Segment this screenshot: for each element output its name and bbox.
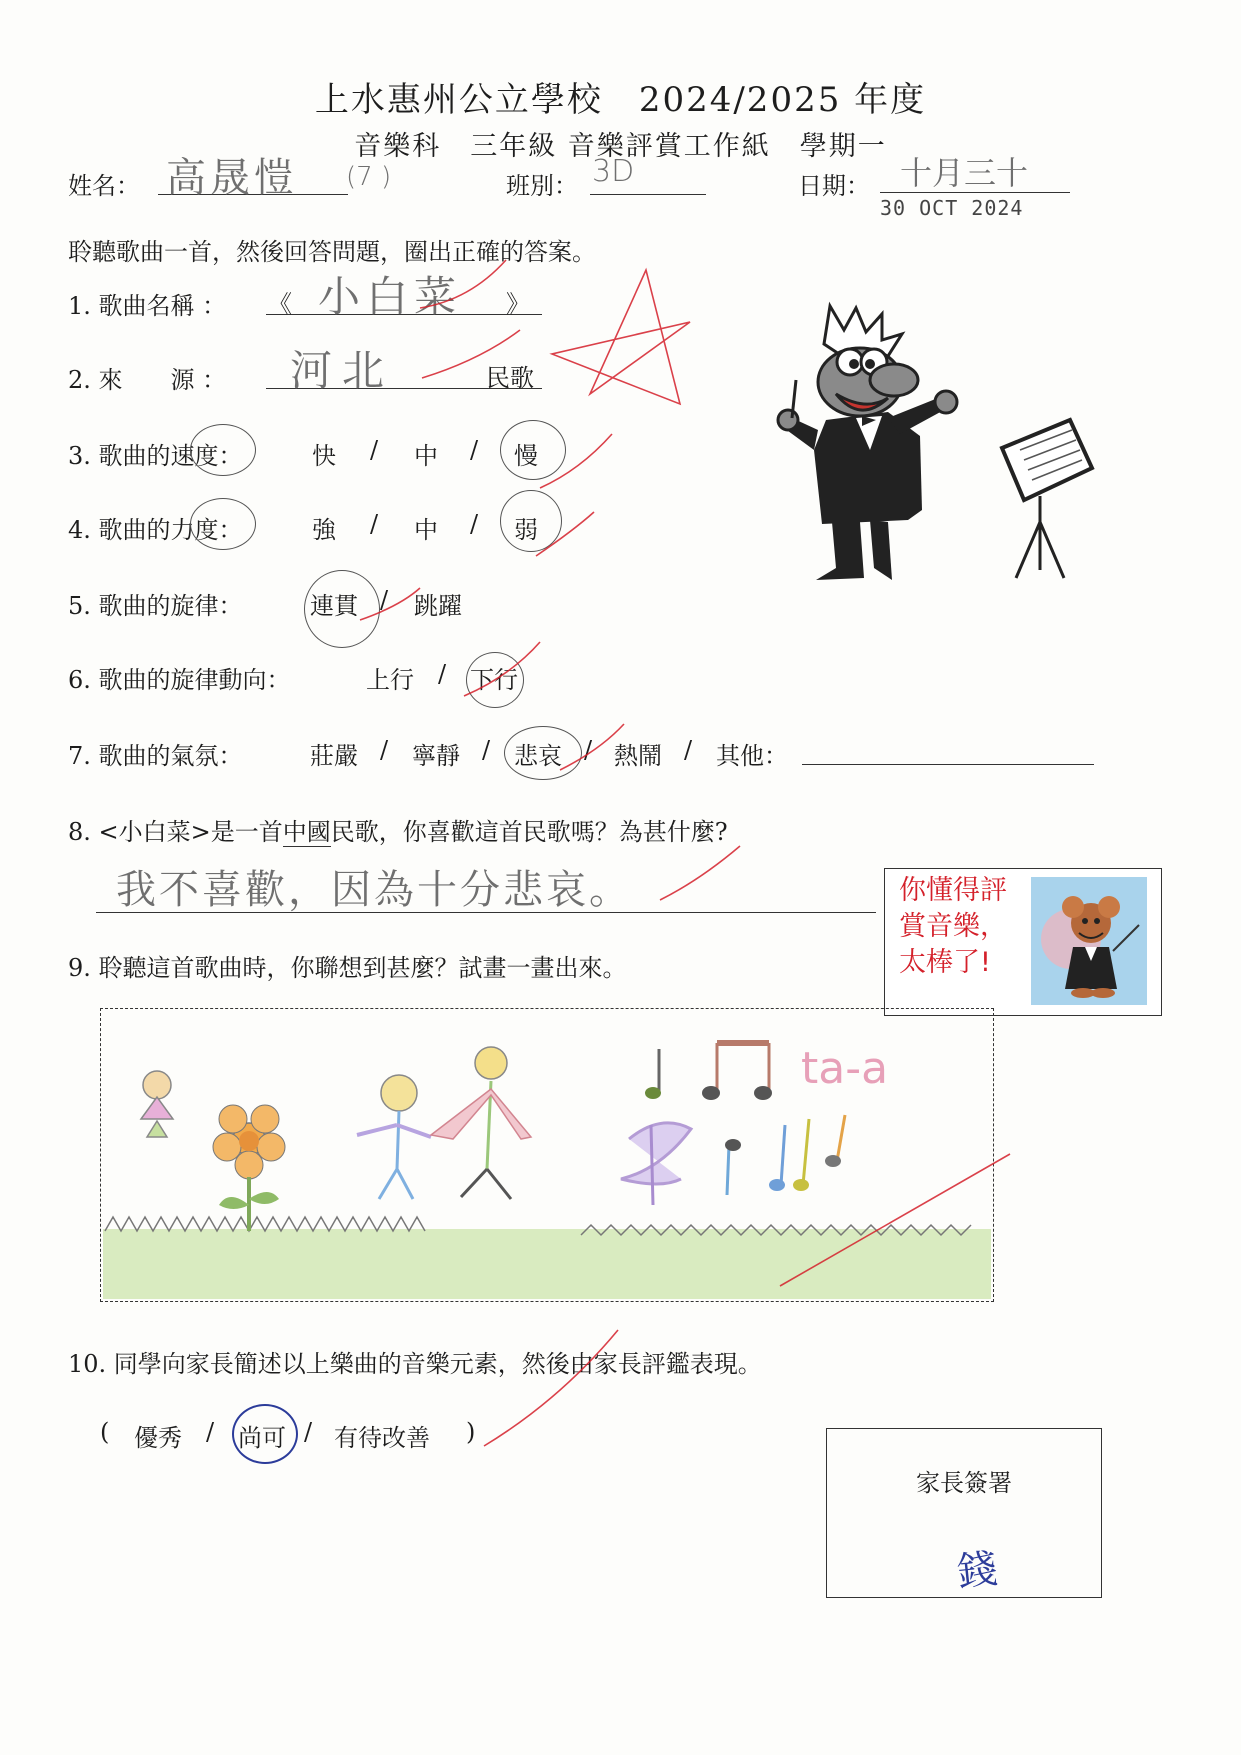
parent-signature-box xyxy=(826,1428,1102,1598)
date-value: 十月三十 xyxy=(900,154,1029,192)
q7-label: 7. 歌曲的氣氛： xyxy=(68,742,243,770)
q7-option-calm[interactable]: 寧靜 xyxy=(412,742,460,770)
q8-label xyxy=(68,812,728,847)
q9-label: 9. 聆聽這首歌曲時，你聯想到甚麼？試畫一畫出來。 xyxy=(68,954,627,982)
q7-separator-4: / xyxy=(684,736,693,764)
student-drawing-icon xyxy=(101,1009,993,1301)
q8-label-suffix: 民歌，你喜歡這首民歌嗎？為甚什麼? xyxy=(330,818,728,846)
date-field xyxy=(880,150,1070,193)
name-label: 姓名： xyxy=(68,172,140,200)
q7-answer-circle xyxy=(504,726,582,780)
q3-option-fast[interactable]: 快 xyxy=(312,442,336,470)
q7-separator-2: / xyxy=(482,736,491,764)
q4-separator-2: / xyxy=(470,510,479,538)
date-stamp: 30 OCT 2024 xyxy=(880,196,1024,220)
q4-key-circle xyxy=(190,498,256,550)
q7-option-solemn[interactable]: 莊嚴 xyxy=(310,742,358,770)
student-number: (7 ) xyxy=(346,162,392,192)
q8-answer-line xyxy=(96,856,876,913)
cartoon-mouse-conductor-icon xyxy=(1031,877,1147,1005)
praise-text xyxy=(899,873,1007,981)
q2-label: 2. 來 源 ： xyxy=(68,366,227,394)
q8-answer: 我不喜歡，因為十分悲哀。 xyxy=(116,867,632,913)
q10-option-fair[interactable]: 尚可 xyxy=(238,1424,286,1452)
q3-label-suffix: ： xyxy=(218,442,243,470)
q1-close-bracket: 》 xyxy=(506,290,530,318)
parent-signature-label: 家長簽署 xyxy=(916,1469,1012,1497)
q9-drawing-area xyxy=(100,1008,994,1302)
q10-option-needs-improvement[interactable]: 有待改善 xyxy=(334,1424,430,1452)
q1-label: 1. 歌曲名稱 ： xyxy=(68,292,227,320)
q4-option-strong[interactable]: 強 xyxy=(312,516,336,544)
instruction-text: 聆聽歌曲一首，然後回答問題，圈出正確的答案。 xyxy=(68,238,596,266)
class-label: 班別： xyxy=(506,172,578,200)
q4-separator-1: / xyxy=(370,510,379,538)
q3-key-circle xyxy=(190,424,256,476)
conductor-cartoon-icon xyxy=(770,300,1120,590)
q10-open-paren: ( xyxy=(100,1418,110,1446)
class-field xyxy=(590,152,706,195)
q4-answer-circle xyxy=(500,490,562,552)
q4-label-key: 力度 xyxy=(170,516,219,544)
name-value: 高晟愷 xyxy=(166,155,298,201)
q10-option-excellent[interactable]: 優秀 xyxy=(134,1424,182,1452)
q5-option-legato[interactable]: 連貫 xyxy=(310,592,358,620)
q6-answer-circle xyxy=(466,652,524,708)
q6-separator: / xyxy=(438,660,447,688)
q3-answer-circle xyxy=(500,420,566,480)
drawing-rhythm-text: ta-a xyxy=(801,1043,889,1094)
praise-line-2: 賞音樂， xyxy=(899,911,1007,942)
q6-option-descending[interactable]: 下行 xyxy=(470,666,518,694)
q1-answer-line xyxy=(266,270,542,321)
q2-answer: 河北 xyxy=(290,346,395,395)
q7-separator-1: / xyxy=(380,736,389,764)
q4-option-weak[interactable]: 弱 xyxy=(514,516,538,544)
q4-label-prefix: 4. 歌曲的 xyxy=(68,516,171,544)
q5-answer-circle xyxy=(304,570,380,648)
q3-separator-2: / xyxy=(470,436,479,464)
q8-label-prefix: 8. <小白菜>是一首 xyxy=(68,818,283,846)
q3-option-slow[interactable]: 慢 xyxy=(514,442,538,470)
q7-other-line xyxy=(802,730,1094,765)
praise-line-3: 太棒了! xyxy=(899,947,991,978)
q5-label: 5. 歌曲的旋律： xyxy=(68,592,243,620)
q8-label-key: 中國 xyxy=(282,818,331,846)
q6-option-ascending[interactable]: 上行 xyxy=(366,666,414,694)
q10-close-paren: ) xyxy=(466,1418,476,1446)
q7-option-other[interactable]: 其他： xyxy=(716,742,788,770)
page-title: 上水惠州公立學校 2024/2025 年度 xyxy=(314,80,927,120)
q10-separator-2: / xyxy=(304,1418,313,1446)
praise-sticker xyxy=(884,868,1162,1016)
q3-separator-1: / xyxy=(370,436,379,464)
class-value: 3D xyxy=(592,154,635,189)
praise-line-1: 你懂得評 xyxy=(899,875,1007,906)
q2-answer-line xyxy=(266,344,542,395)
q7-option-sad[interactable]: 悲哀 xyxy=(514,742,562,770)
q4-option-medium[interactable]: 中 xyxy=(414,516,438,544)
q3-option-medium[interactable]: 中 xyxy=(414,442,438,470)
q10-label: 10. 同學向家長簡述以上樂曲的音樂元素，然後由家長評鑑表現。 xyxy=(68,1350,762,1378)
q5-option-staccato[interactable]: 跳躍 xyxy=(414,592,462,620)
worksheet-subtitle: 音樂科 三年級 音樂評賞工作紙 學期一 xyxy=(354,131,887,162)
q4-label-suffix: ： xyxy=(218,516,243,544)
q2-suffix: 民歌 xyxy=(486,364,534,392)
q7-separator-3: / xyxy=(584,736,593,764)
q1-open-bracket: 《 xyxy=(268,290,292,318)
q7-option-lively[interactable]: 熱鬧 xyxy=(614,742,662,770)
q6-label: 6. 歌曲的旋律動向： xyxy=(68,666,291,694)
q1-answer: 小白菜 xyxy=(318,272,463,321)
q10-answer-circle xyxy=(232,1404,298,1464)
q3-label-key: 速度 xyxy=(170,442,219,470)
q5-separator: / xyxy=(380,586,389,614)
parent-signature-mark: 錢 xyxy=(955,1546,1000,1596)
name-field xyxy=(158,150,348,201)
date-label: 日期： xyxy=(798,172,870,200)
q10-separator-1: / xyxy=(206,1418,215,1446)
q3-label-prefix: 3. 歌曲的 xyxy=(68,442,171,470)
